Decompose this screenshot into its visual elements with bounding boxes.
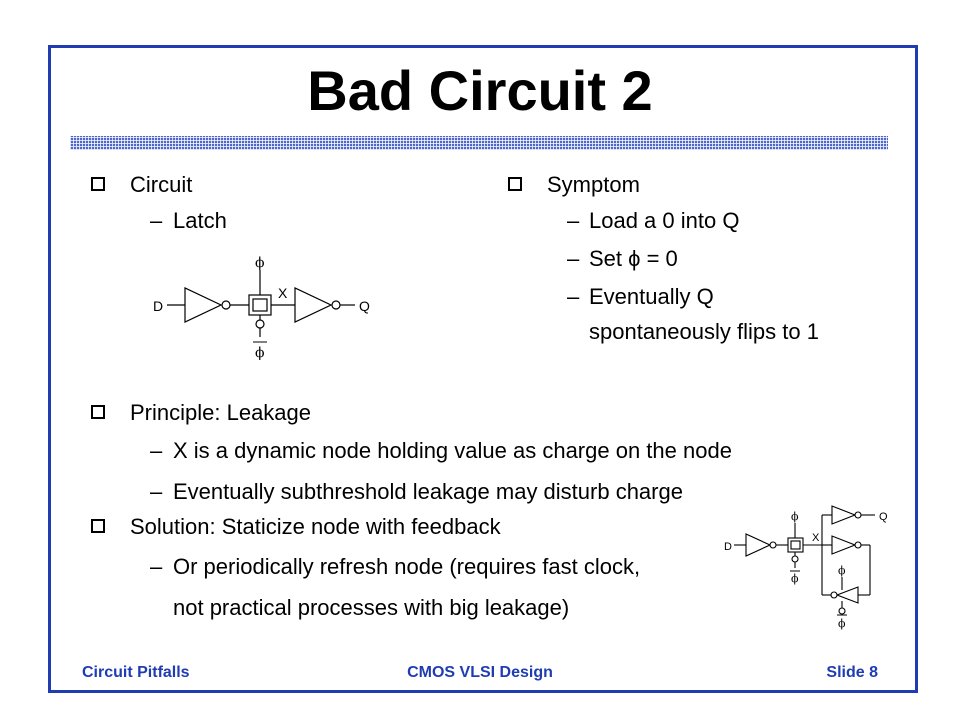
symptom-set: Set ϕ = 0 [589,246,678,271]
principle-leakage: Eventually subthreshold leakage may disturb charge [173,479,683,504]
dash: – [150,438,163,463]
footer-center: CMOS VLSI Design [407,664,553,681]
principle-x-dynamic: X is a dynamic node holding value as charge on the node [173,438,732,463]
bullet-solution: Solution: Staticize node with feedback [130,514,501,539]
diagram2-phi-feedback-bar: ϕ [838,617,846,630]
bullet-box-icon [508,177,522,191]
dash: – [567,246,580,271]
bullet-principle: Principle: Leakage [130,400,312,425]
dash: – [150,554,163,579]
bullet-box-icon [91,405,105,419]
diagram2-q-label: Q [879,511,888,523]
diagram1-phi-top: ϕ [255,255,265,271]
bullet-circuit: Circuit [130,172,193,197]
symptom-eventually: Eventually Q [589,284,714,309]
solution-refresh: Or periodically refresh node (requires fast clock, [173,554,641,579]
diagram1-phi-bottom: ϕ [255,345,265,361]
dash: – [150,479,163,504]
bullet-symptom: Symptom [547,172,640,197]
dash: – [567,208,580,233]
footer-right: Slide 8 [826,664,878,681]
dash: – [567,284,580,309]
bullet-box-icon [91,519,105,533]
symptom-flips: spontaneously flips to 1 [589,319,819,344]
diagram2-phi-bottom: ϕ [791,572,799,585]
diagram2-phi-top: ϕ [791,510,799,523]
dash: – [150,208,163,233]
diagram2-d-label: D [724,541,732,553]
latch-diagram [145,245,385,365]
diagram2-x-label: X [812,532,820,544]
title-rule [70,136,888,150]
diagram1-d-label: D [153,298,164,314]
symptom-load: Load a 0 into Q [589,208,740,233]
diagram1-x-label: X [278,285,288,301]
bullet-box-icon [91,177,105,191]
sub-latch: Latch [173,208,227,233]
diagram2-phi-feedback: ϕ [838,564,846,577]
footer-left: Circuit Pitfalls [82,664,190,681]
solution-practical: not practical processes with big leakage) [173,595,570,620]
diagram1-q-label: Q [359,298,370,314]
slide-title: Bad Circuit 2 [307,59,653,122]
staticized-latch-diagram [720,505,900,630]
